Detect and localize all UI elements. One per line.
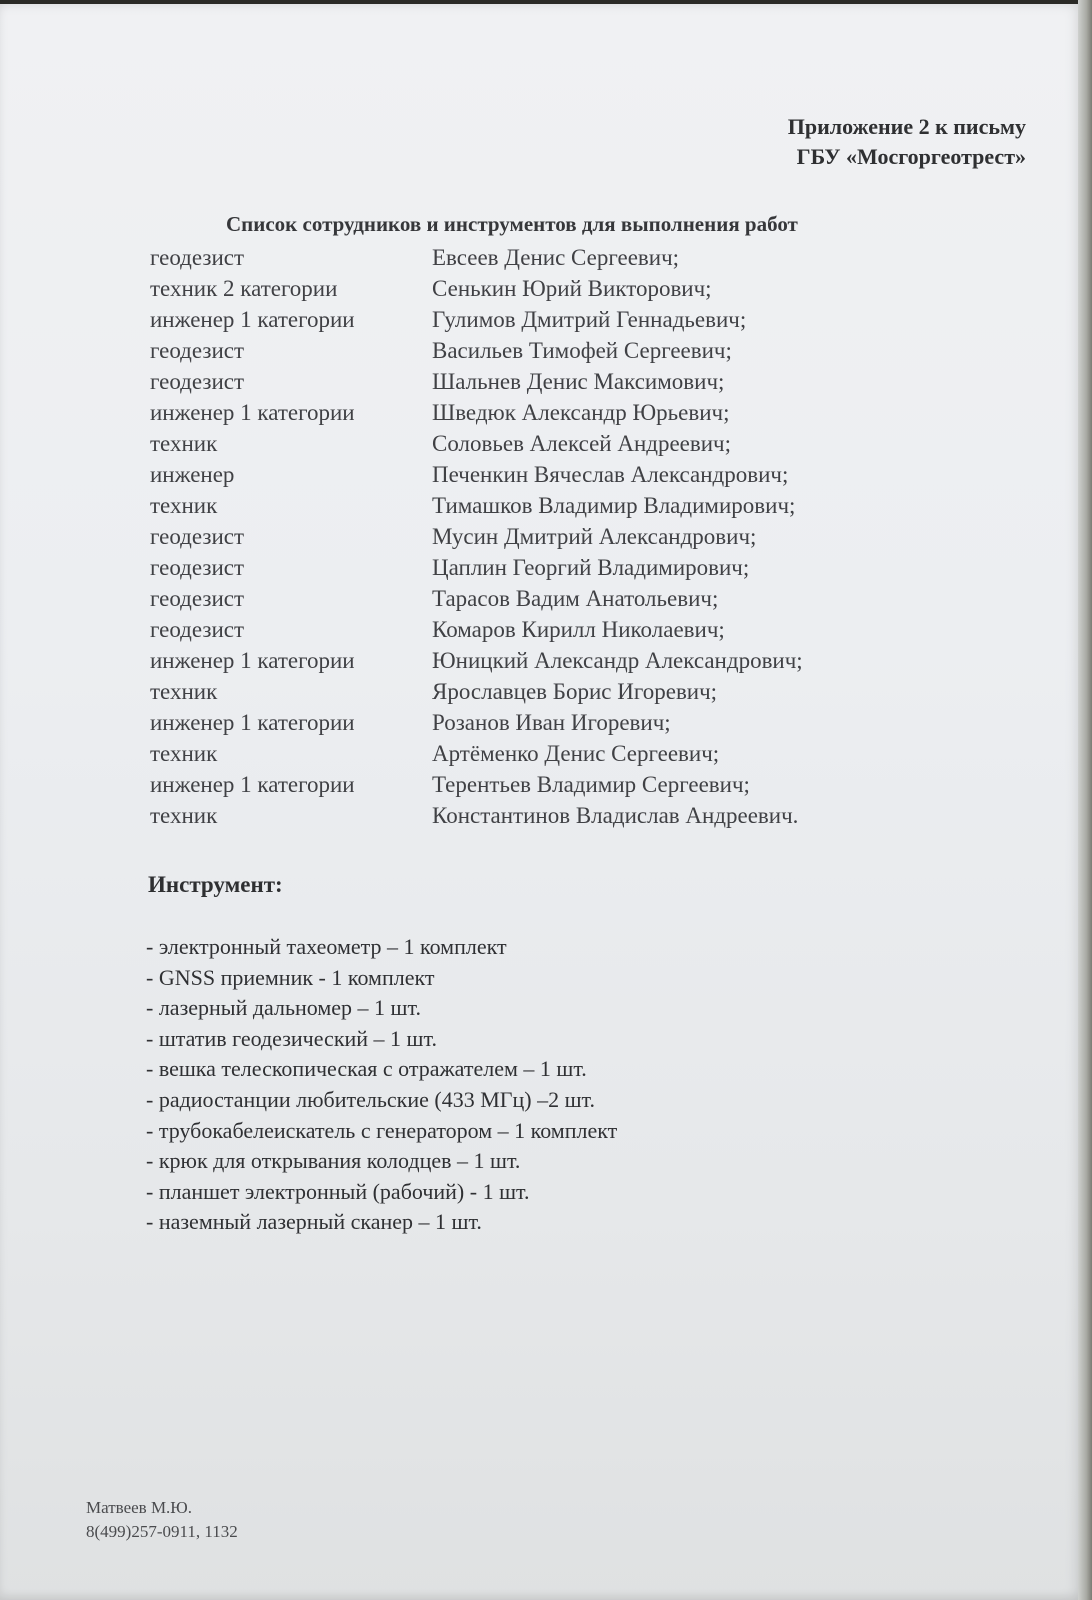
contact-phone: 8(499)257-0911, 1132	[86, 1522, 238, 1541]
staff-name: Артёменко Денис Сергеевич;	[432, 741, 720, 766]
contact-name: Матвеев М.Ю.	[86, 1498, 193, 1517]
staff-name: Терентьев Владимир Сергеевич;	[432, 772, 750, 797]
staff-row	[150, 490, 890, 521]
header-line-1: Приложение 2 к письму	[787, 114, 1026, 139]
staff-position: инженер 1 категории	[150, 648, 355, 673]
staff-name: Соловьев Алексей Андреевич;	[432, 431, 731, 456]
staff-row	[150, 459, 890, 490]
staff-position: геодезист	[150, 369, 245, 394]
staff-name: Константинов Владислав Андреевич.	[432, 803, 799, 828]
staff-name: Васильев Тимофей Сергеевич;	[432, 338, 732, 363]
staff-position: техник	[150, 741, 218, 766]
staff-position: техник	[150, 493, 218, 518]
staff-name: Юницкий Александр Александрович;	[432, 648, 803, 673]
staff-name: Цаплин Георгий Владимирович;	[432, 555, 750, 580]
staff-position: техник 2 категории	[150, 276, 338, 301]
tools-list	[146, 932, 617, 1238]
staff-name: Печенкин Вячеслав Александрович;	[432, 462, 789, 487]
staff-position: геодезист	[150, 338, 245, 363]
staff-name: Гулимов Дмитрий Геннадьевич;	[432, 307, 747, 332]
staff-position: инженер	[150, 462, 235, 487]
tool-item: - планшет электронный (рабочий) - 1 шт.	[146, 1178, 530, 1204]
staff-row	[150, 800, 890, 831]
tool-item: - штатив геодезический – 1 шт.	[146, 1025, 437, 1051]
tool-item: - наземный лазерный сканер – 1 шт.	[146, 1209, 482, 1235]
staff-row	[150, 242, 890, 273]
staff-position: геодезист	[150, 524, 245, 549]
document-page	[0, 4, 1082, 1600]
tool-item: - электронный тахеометр – 1 комплект	[146, 934, 507, 959]
staff-row	[150, 397, 890, 428]
staff-position: техник	[150, 679, 218, 704]
tool-item: - лазерный дальномер – 1 шт.	[146, 995, 421, 1021]
staff-row	[150, 335, 890, 366]
staff-row	[150, 428, 890, 459]
staff-row	[150, 614, 890, 645]
staff-row	[150, 738, 890, 769]
staff-list	[150, 242, 890, 831]
tool-item: - радиостанции любительские (433 МГц) –2 шт.	[146, 1086, 595, 1112]
staff-name: Комаров Кирилл Николаевич;	[432, 617, 725, 642]
staff-name: Розанов Иван Игоревич;	[432, 710, 671, 735]
staff-row	[150, 521, 890, 552]
staff-row	[150, 583, 890, 614]
staff-name: Евсеев Денис Сергеевич;	[432, 245, 680, 270]
staff-name: Сенькин Юрий Викторович;	[432, 276, 712, 301]
staff-position: геодезист	[150, 586, 245, 611]
page-right-edge	[1078, 0, 1092, 1600]
staff-position: инженер 1 категории	[150, 710, 355, 735]
staff-name: Тимашков Владимир Владимирович;	[432, 493, 796, 518]
tool-item: - GNSS приемник - 1 комплект	[146, 964, 435, 990]
staff-position: техник	[150, 431, 218, 456]
document-title: Список сотрудников и инструментов для выполнения работ	[226, 212, 798, 236]
staff-position: геодезист	[150, 245, 245, 270]
staff-row	[150, 366, 890, 397]
tools-heading: Инструмент:	[148, 872, 283, 897]
staff-row	[150, 552, 890, 583]
staff-position: инженер 1 категории	[150, 307, 355, 332]
staff-position: геодезист	[150, 555, 245, 580]
staff-row	[150, 769, 890, 800]
tool-item: - вешка телескопическая с отражателем – 1 шт.	[146, 1056, 587, 1082]
staff-row	[150, 273, 890, 304]
staff-row	[150, 707, 890, 738]
tool-item: - трубокабелеискатель с генератором – 1 комплект	[146, 1117, 618, 1143]
staff-row	[150, 676, 890, 707]
document-header	[788, 112, 1026, 172]
contact-block	[86, 1496, 238, 1544]
header-line-2: ГБУ «Мосгоргеотрест»	[796, 144, 1026, 169]
tool-item: - крюк для открывания колодцев – 1 шт.	[146, 1148, 521, 1174]
staff-position: инженер 1 категории	[150, 400, 355, 425]
staff-position: инженер 1 категории	[150, 772, 355, 797]
staff-row	[150, 304, 890, 335]
staff-name: Ярославцев Борис Игоревич;	[432, 679, 718, 704]
staff-name: Мусин Дмитрий Александрович;	[432, 524, 757, 549]
staff-position: геодезист	[150, 617, 245, 642]
staff-name: Шальнев Денис Максимович;	[432, 369, 725, 394]
staff-position: техник	[150, 803, 218, 828]
staff-name: Тарасов Вадим Анатольевич;	[432, 586, 719, 611]
staff-row	[150, 645, 890, 676]
staff-name: Шведюк Александр Юрьевич;	[432, 400, 730, 425]
